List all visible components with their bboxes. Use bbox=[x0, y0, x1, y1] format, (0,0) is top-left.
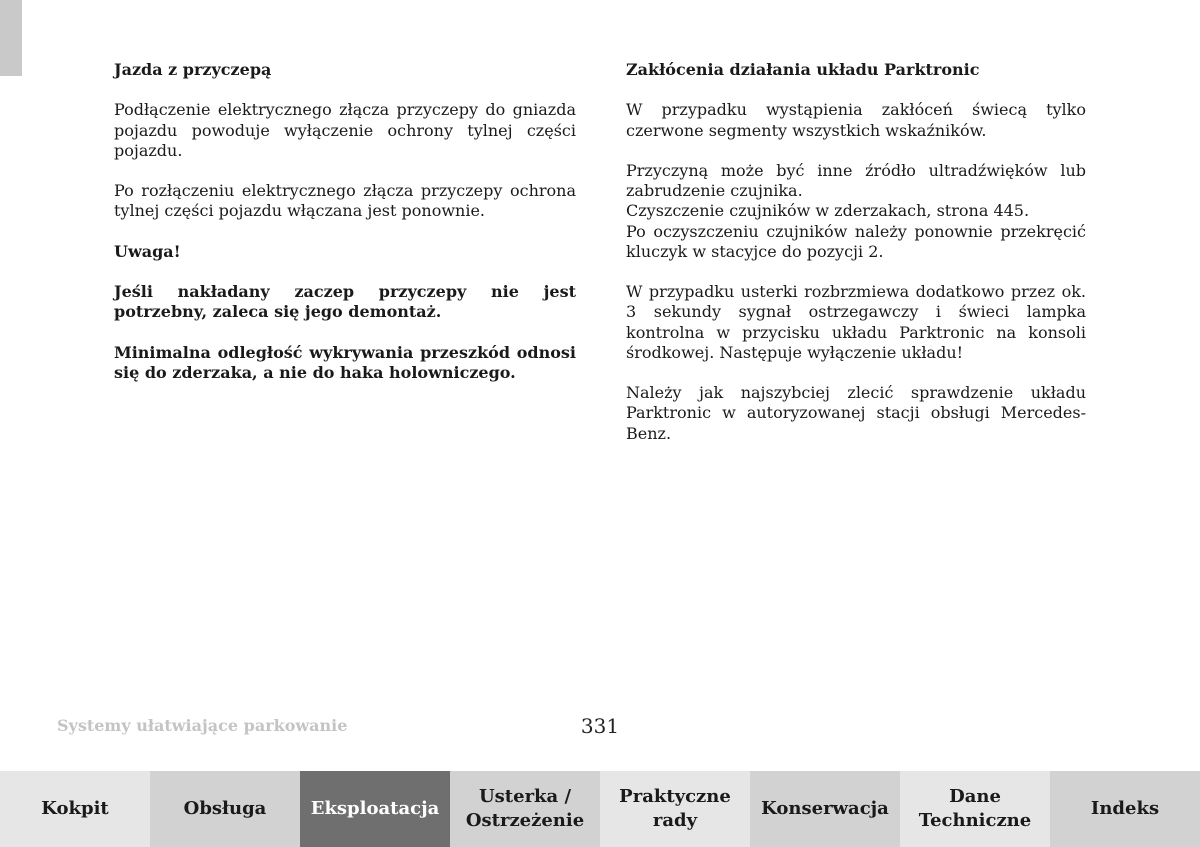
tab-konserwacja[interactable]: Konserwacja bbox=[750, 771, 900, 847]
page-corner-marker bbox=[0, 0, 22, 76]
tab-eksploatacja[interactable]: Eksploatacja bbox=[300, 771, 450, 847]
cause-line: Przyczyną może być inne źródło ultradźwięków lub zabrudzenie czujnika. bbox=[626, 160, 1086, 201]
section-heading-trailer: Jazda z przyczepą bbox=[114, 60, 272, 79]
page-number: 331 bbox=[580, 714, 620, 738]
paragraph-trailer-disconnection: Po rozłączeniu elektrycznego złącza przyczepy ochrona tylnej części pojazdu włączana jest ponownie. bbox=[114, 181, 576, 221]
warning-hitch-removal: Jeśli nakładany zaczep przyczepy nie jest potrzebny, zaleca się jego demontaż. bbox=[114, 282, 576, 322]
tab-dane-techniczne[interactable]: Dane Techniczne bbox=[900, 771, 1050, 847]
tab-kokpit[interactable]: Kokpit bbox=[0, 771, 150, 847]
warning-min-distance: Minimalna odległość wykrywania przeszkód odnosi się do zderzaka, a nie do haka holowniczego. bbox=[114, 342, 576, 382]
paragraph-service-advice: Należy jak najszybciej zlecić sprawdzenie układu Parktronic w autoryzowanej stacji obsługi Mercedes-Benz. bbox=[626, 383, 1086, 443]
left-column bbox=[114, 60, 576, 403]
tab-obsluga[interactable]: Obsługa bbox=[150, 771, 300, 847]
tab-usterka-ostrzezenie[interactable]: Usterka / Ostrzeżenie bbox=[450, 771, 600, 847]
footer-section-title: Systemy ułatwiające parkowanie bbox=[57, 716, 348, 735]
tab-praktyczne-rady[interactable]: Praktyczne rady bbox=[600, 771, 750, 847]
chapter-nav-bar bbox=[0, 771, 1200, 847]
cleaning-reference: Czyszczenie czujników w zderzakach, strona 445. bbox=[626, 201, 1030, 221]
paragraph-trailer-connection: Podłączenie elektrycznego złącza przyczepy do gniazda pojazdu powoduje wyłączenie ochrony tylnej części pojazdu. bbox=[114, 100, 576, 160]
paragraph-malfunction-signal: W przypadku usterki rozbrzmiewa dodatkowo przez ok. 3 sekundy sygnał ostrzegawczy i świeci lampka kontrolna w przycisku układu Parktronic na konsoli środkowej. Następuje wyłączenie układu! bbox=[626, 282, 1086, 362]
section-heading-parktronic-faults: Zakłócenia działania układu Parktronic bbox=[626, 60, 980, 79]
paragraph-red-segments: W przypadku wystąpienia zakłóceń świecą tylko czerwone segmenty wszystkich wskaźników. bbox=[626, 100, 1086, 140]
ignition-instruction: Po oczyszczeniu czujników należy ponownie przekręcić kluczyk w stacyjce do pozycji 2. bbox=[626, 221, 1086, 261]
right-column bbox=[626, 60, 1086, 464]
tab-indeks[interactable]: Indeks bbox=[1050, 771, 1200, 847]
paragraph-causes bbox=[626, 161, 1086, 262]
warning-label: Uwaga! bbox=[114, 241, 181, 261]
